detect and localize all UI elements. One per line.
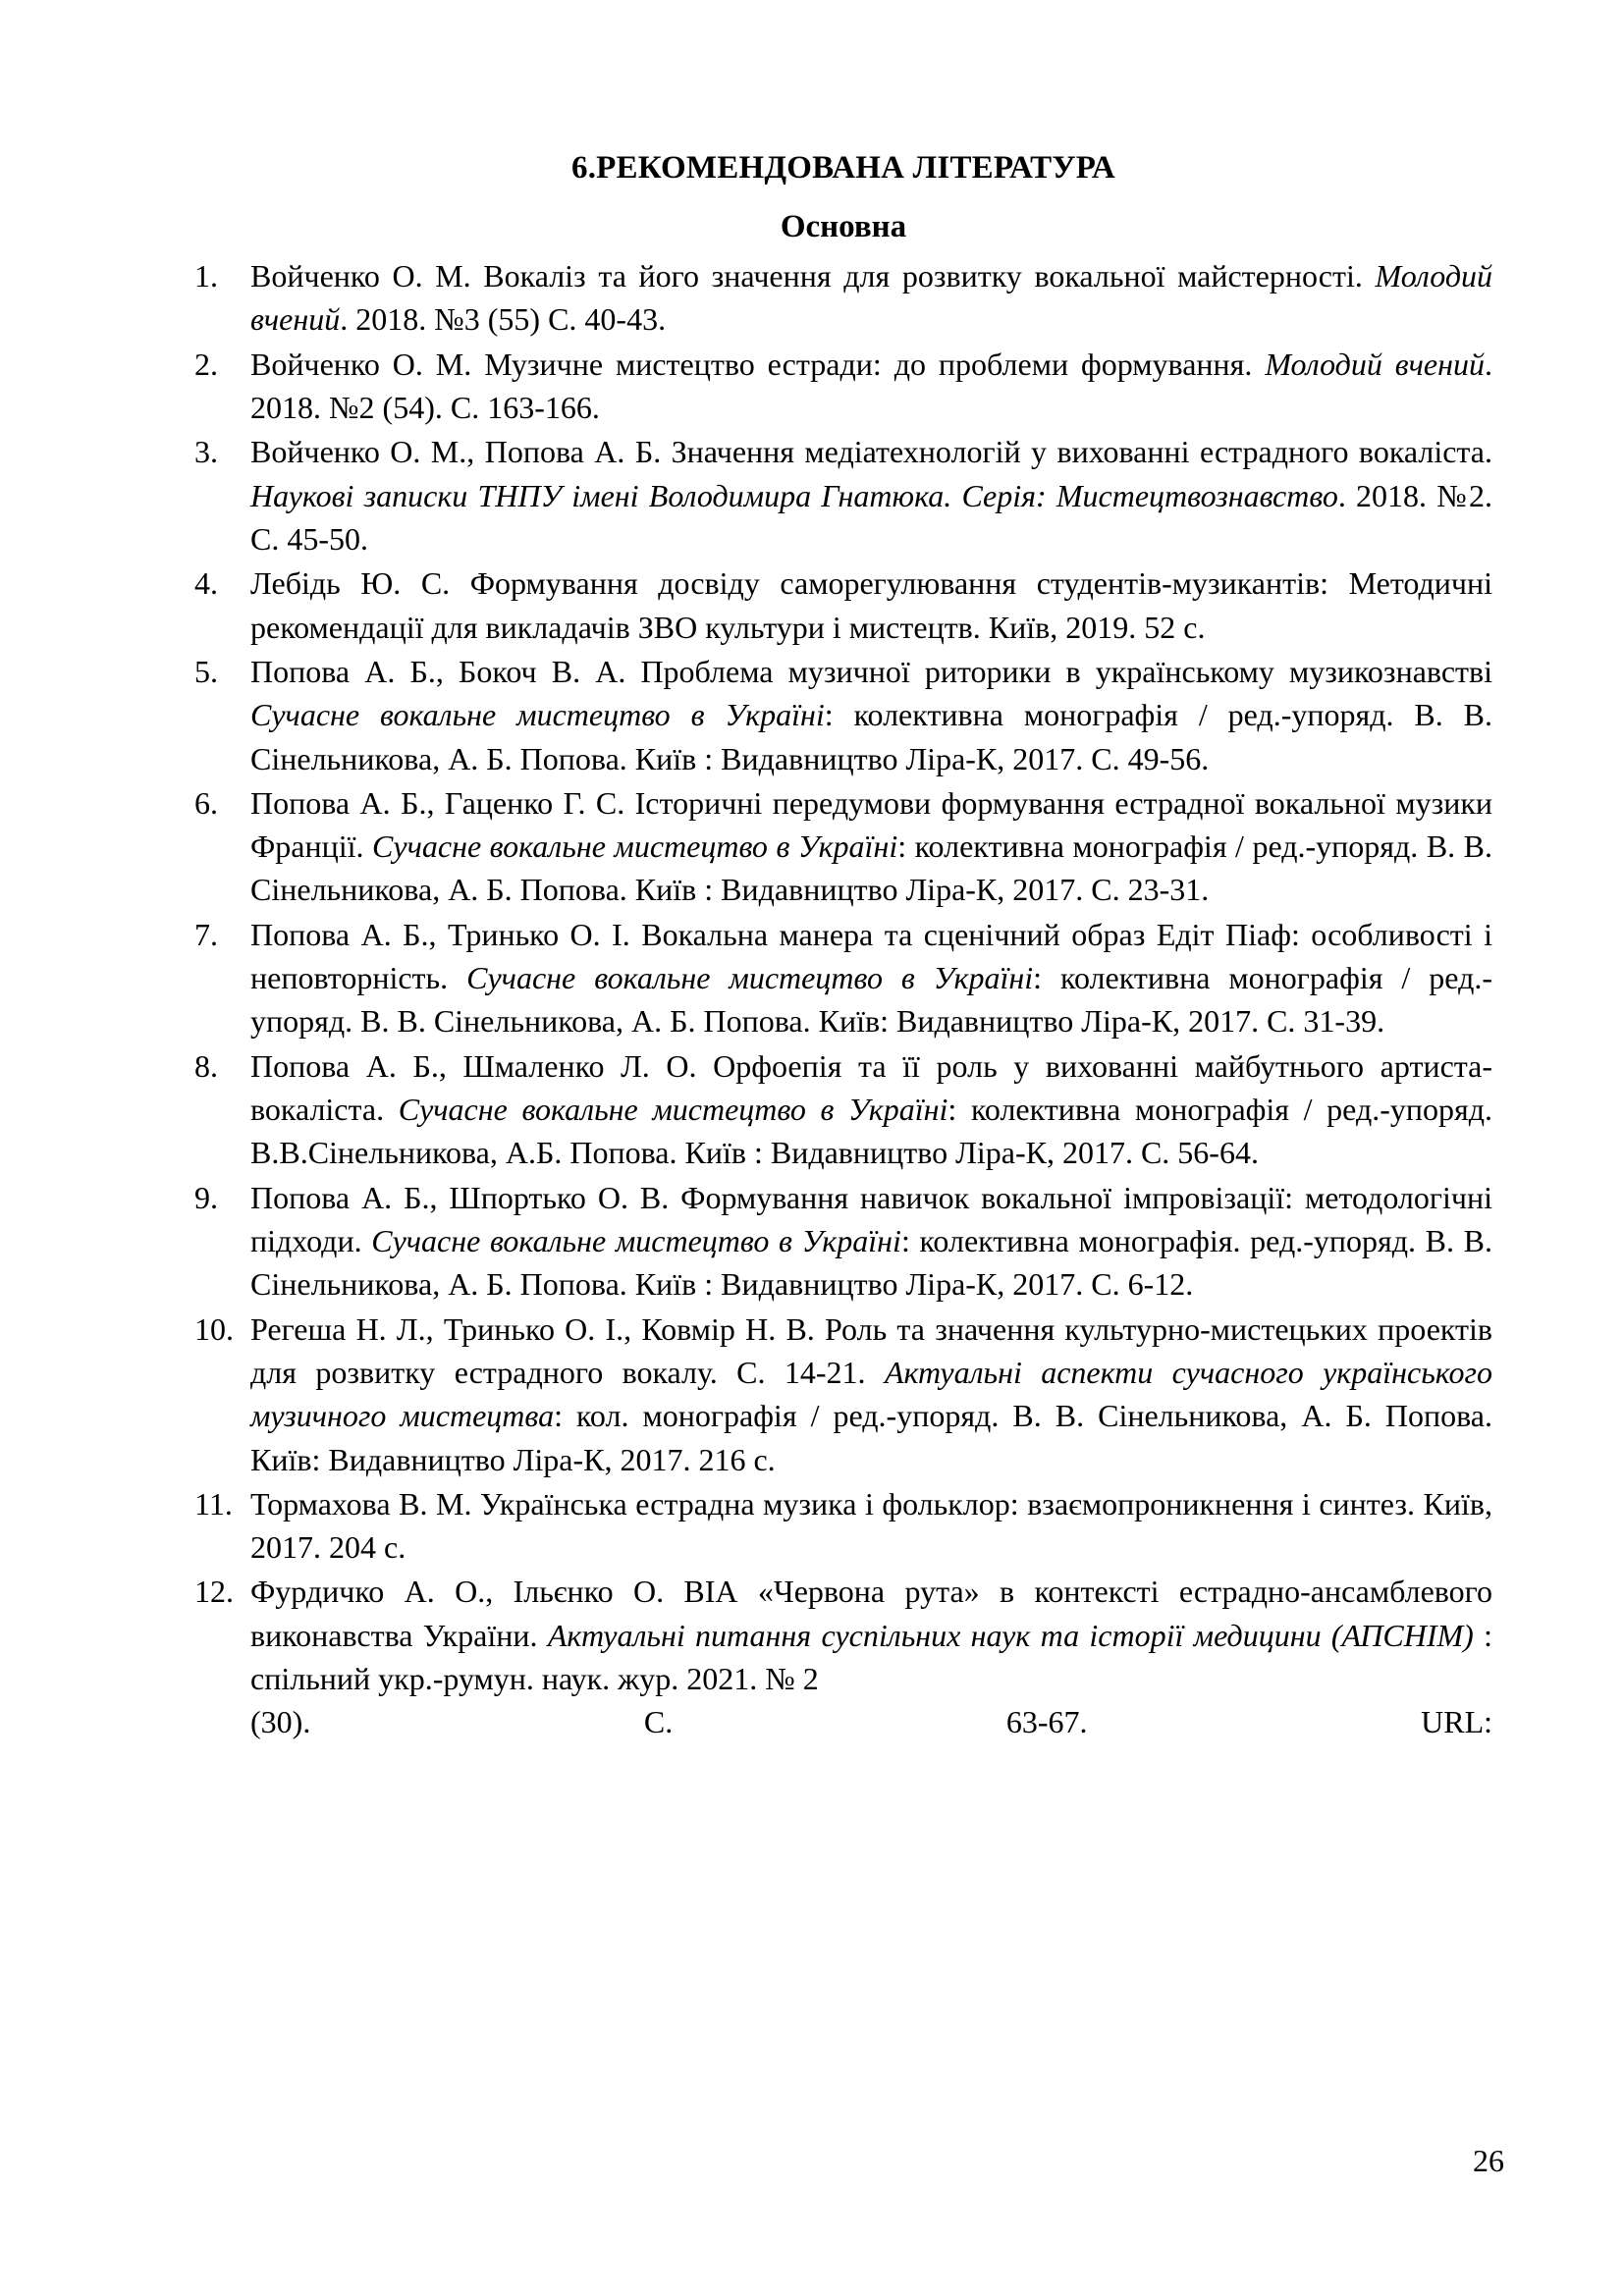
section-subtitle: Основна — [780, 208, 907, 244]
reference-title-italic: Сучасне вокальне мистецтво в Україні — [398, 1092, 948, 1128]
reference-item — [194, 781, 1492, 912]
reference-text — [250, 561, 1492, 649]
reference-item — [194, 561, 1492, 649]
page-number: 26 — [1473, 2143, 1504, 2178]
reference-text — [250, 650, 1492, 780]
reference-text-segment: : колективна монографія / ред.-упоряд. В. В. Сінельникова, А. Б. Попова. Київ : Видавництво Ліра-К, 2017. С. 49-56. — [250, 697, 1493, 776]
reference-text-segment: Войченко О. М. Вокаліз та його значення для розвитку вокальної майстерності. — [250, 258, 1376, 294]
reference-title-italic: Актуальні аспекти сучасного українського музичного мистецтва — [250, 1354, 1493, 1434]
reference-item — [194, 1482, 1492, 1570]
reference-title-italic: Сучасне вокальне мистецтво в Україні — [466, 960, 1034, 996]
reference-text-segment: . 2018. №3 (55) С. 40-43. — [340, 301, 667, 338]
reference-item — [194, 913, 1492, 1043]
reference-text — [250, 254, 1492, 342]
reference-item — [194, 343, 1492, 430]
reference-text — [250, 343, 1492, 430]
reference-text-segment: Лебідь Ю. С. Формування досвіду саморегулювання студентів-музикантів: Методичні рекомендації для викладачів ЗВО культури і мистецтв. Київ, 2019. 52 с. — [250, 565, 1492, 645]
page-title: 6.РЕКОМЕНДОВАНА ЛІТЕРАТУРА — [571, 150, 1115, 186]
reference-last-line: (30). С. 63-67. URL: — [250, 1704, 1492, 1740]
reference-text-segment: : колективна монографія. ред.-упоряд. В. В. Сінельникова, А. Б. Попова. Київ : Видавництво Ліра-К, 2017. С. 6-12. — [250, 1222, 1493, 1303]
reference-text-segment: Попова А. Б., Шпортько О. В. Формування навичок вокальної імпровізації: методологічні підходи. — [250, 1179, 1492, 1258]
reference-text-segment: Попова А. Б., Гаценко Г. С. Історичні передумови формування естрадної вокальної музики Франції. — [250, 784, 1492, 865]
reference-title-italic: Сучасне вокальне мистецтво в Україні — [371, 1222, 901, 1258]
reference-text-segment: . 2018. №2. С. 45-50. — [250, 477, 1492, 557]
reference-text — [250, 913, 1492, 1043]
reference-text — [250, 781, 1492, 912]
reference-text — [250, 1308, 1492, 1481]
reference-text-segment: Попова А. Б., Тринько О. І. Вокальна манера та сценічний образ Едіт Піаф: особливості і неповторність. — [250, 916, 1492, 996]
reference-title-italic: Сучасне вокальне мистецтво в Україні — [372, 828, 898, 865]
reference-text-segment: . 2018. №2 (54). С. 163-166. — [250, 346, 1493, 426]
reference-text-segment: : кол. монографія / ред.-упоряд. В. В. Сінельникова, А. Б. Попова. Київ: Видавництво Ліра-К, 2017. 216 с. — [250, 1398, 1492, 1477]
reference-text-segment: Попова А. Б., Бокоч В. А. Проблема музичної риторики в українському музикознавстві — [250, 653, 1492, 689]
reference-item — [194, 430, 1492, 561]
reference-item — [194, 1308, 1492, 1481]
reference-title-italic: Молодий вчений — [250, 258, 1492, 338]
reference-list — [194, 254, 1492, 1788]
reference-text-segment: : колективна монографія / ред.-упоряд. В. В. Сінельникова, А. Б. Попова. Київ : Видавництво Ліра-К, 2017. С. 23-31. — [250, 828, 1493, 908]
reference-title-italic: Наукові записки ТНПУ імені Володимира Гнатюка. Серія: Мистецтвознавство — [250, 477, 1338, 513]
reference-item — [194, 1570, 1492, 1788]
reference-text — [250, 1570, 1492, 1700]
reference-item — [194, 650, 1492, 780]
reference-text — [250, 1482, 1492, 1570]
reference-text-segment: : колективна монографія / ред.-упоряд. В.В.Сінельникова, А.Б. Попова. Київ : Видавництво Ліра-К, 2017. С. 56-64. — [250, 1092, 1493, 1171]
reference-text — [250, 430, 1492, 561]
reference-item — [194, 1176, 1492, 1307]
reference-text-segment: Регеша Н. Л., Тринько О. І., Ковмір Н. В. Роль та значення культурно-мистецьких проектів для розвитку естрадного вокалу. С. 14-21. — [250, 1310, 1492, 1390]
reference-text — [250, 1044, 1492, 1175]
reference-title-italic: Актуальні питання суспільних наук та історії медицини (АПСНІМ) — [547, 1617, 1474, 1653]
reference-title-italic: Молодий вчений — [1265, 346, 1486, 382]
reference-text-segment: : колективна монографія / ред.-упоряд. В. В. Сінельникова, А. Б. Попова. Київ: Видавництво Ліра-К, 2017. С. 31-39. — [250, 960, 1493, 1040]
reference-text-segment: Войченко О. М. Музичне мистецтво естради: до проблеми формування. — [250, 346, 1266, 382]
reference-text-segment: Попова А. Б., Шмаленко Л. О. Орфоепія та її роль у вихованні майбутнього артиста-вокаліста. — [250, 1047, 1492, 1128]
reference-text-segment: Тормахова В. М. Українська естрадна музика і фольклор: взаємопроникнення і синтез. Київ, 2017. 204 с. — [250, 1485, 1492, 1566]
reference-title-italic: Сучасне вокальне мистецтво в Україні — [250, 697, 825, 733]
reference-item — [194, 254, 1492, 342]
reference-text-segment: Войченко О. М., Попова А. Б. Значення медіатехнологій у вихованні естрадного вокаліста. — [250, 434, 1492, 470]
reference-text — [250, 1176, 1492, 1307]
reference-text-segment: Фурдичко А. О., Ільєнко О. ВІА «Червона рута» в контексті естрадно-ансамблевого виконавства України. — [250, 1574, 1492, 1653]
reference-text-segment: : спільний укр.-румун. наук. жур. 2021. № 2 — [250, 1617, 1493, 1697]
reference-item — [194, 1044, 1492, 1175]
page-content — [194, 147, 1492, 1789]
